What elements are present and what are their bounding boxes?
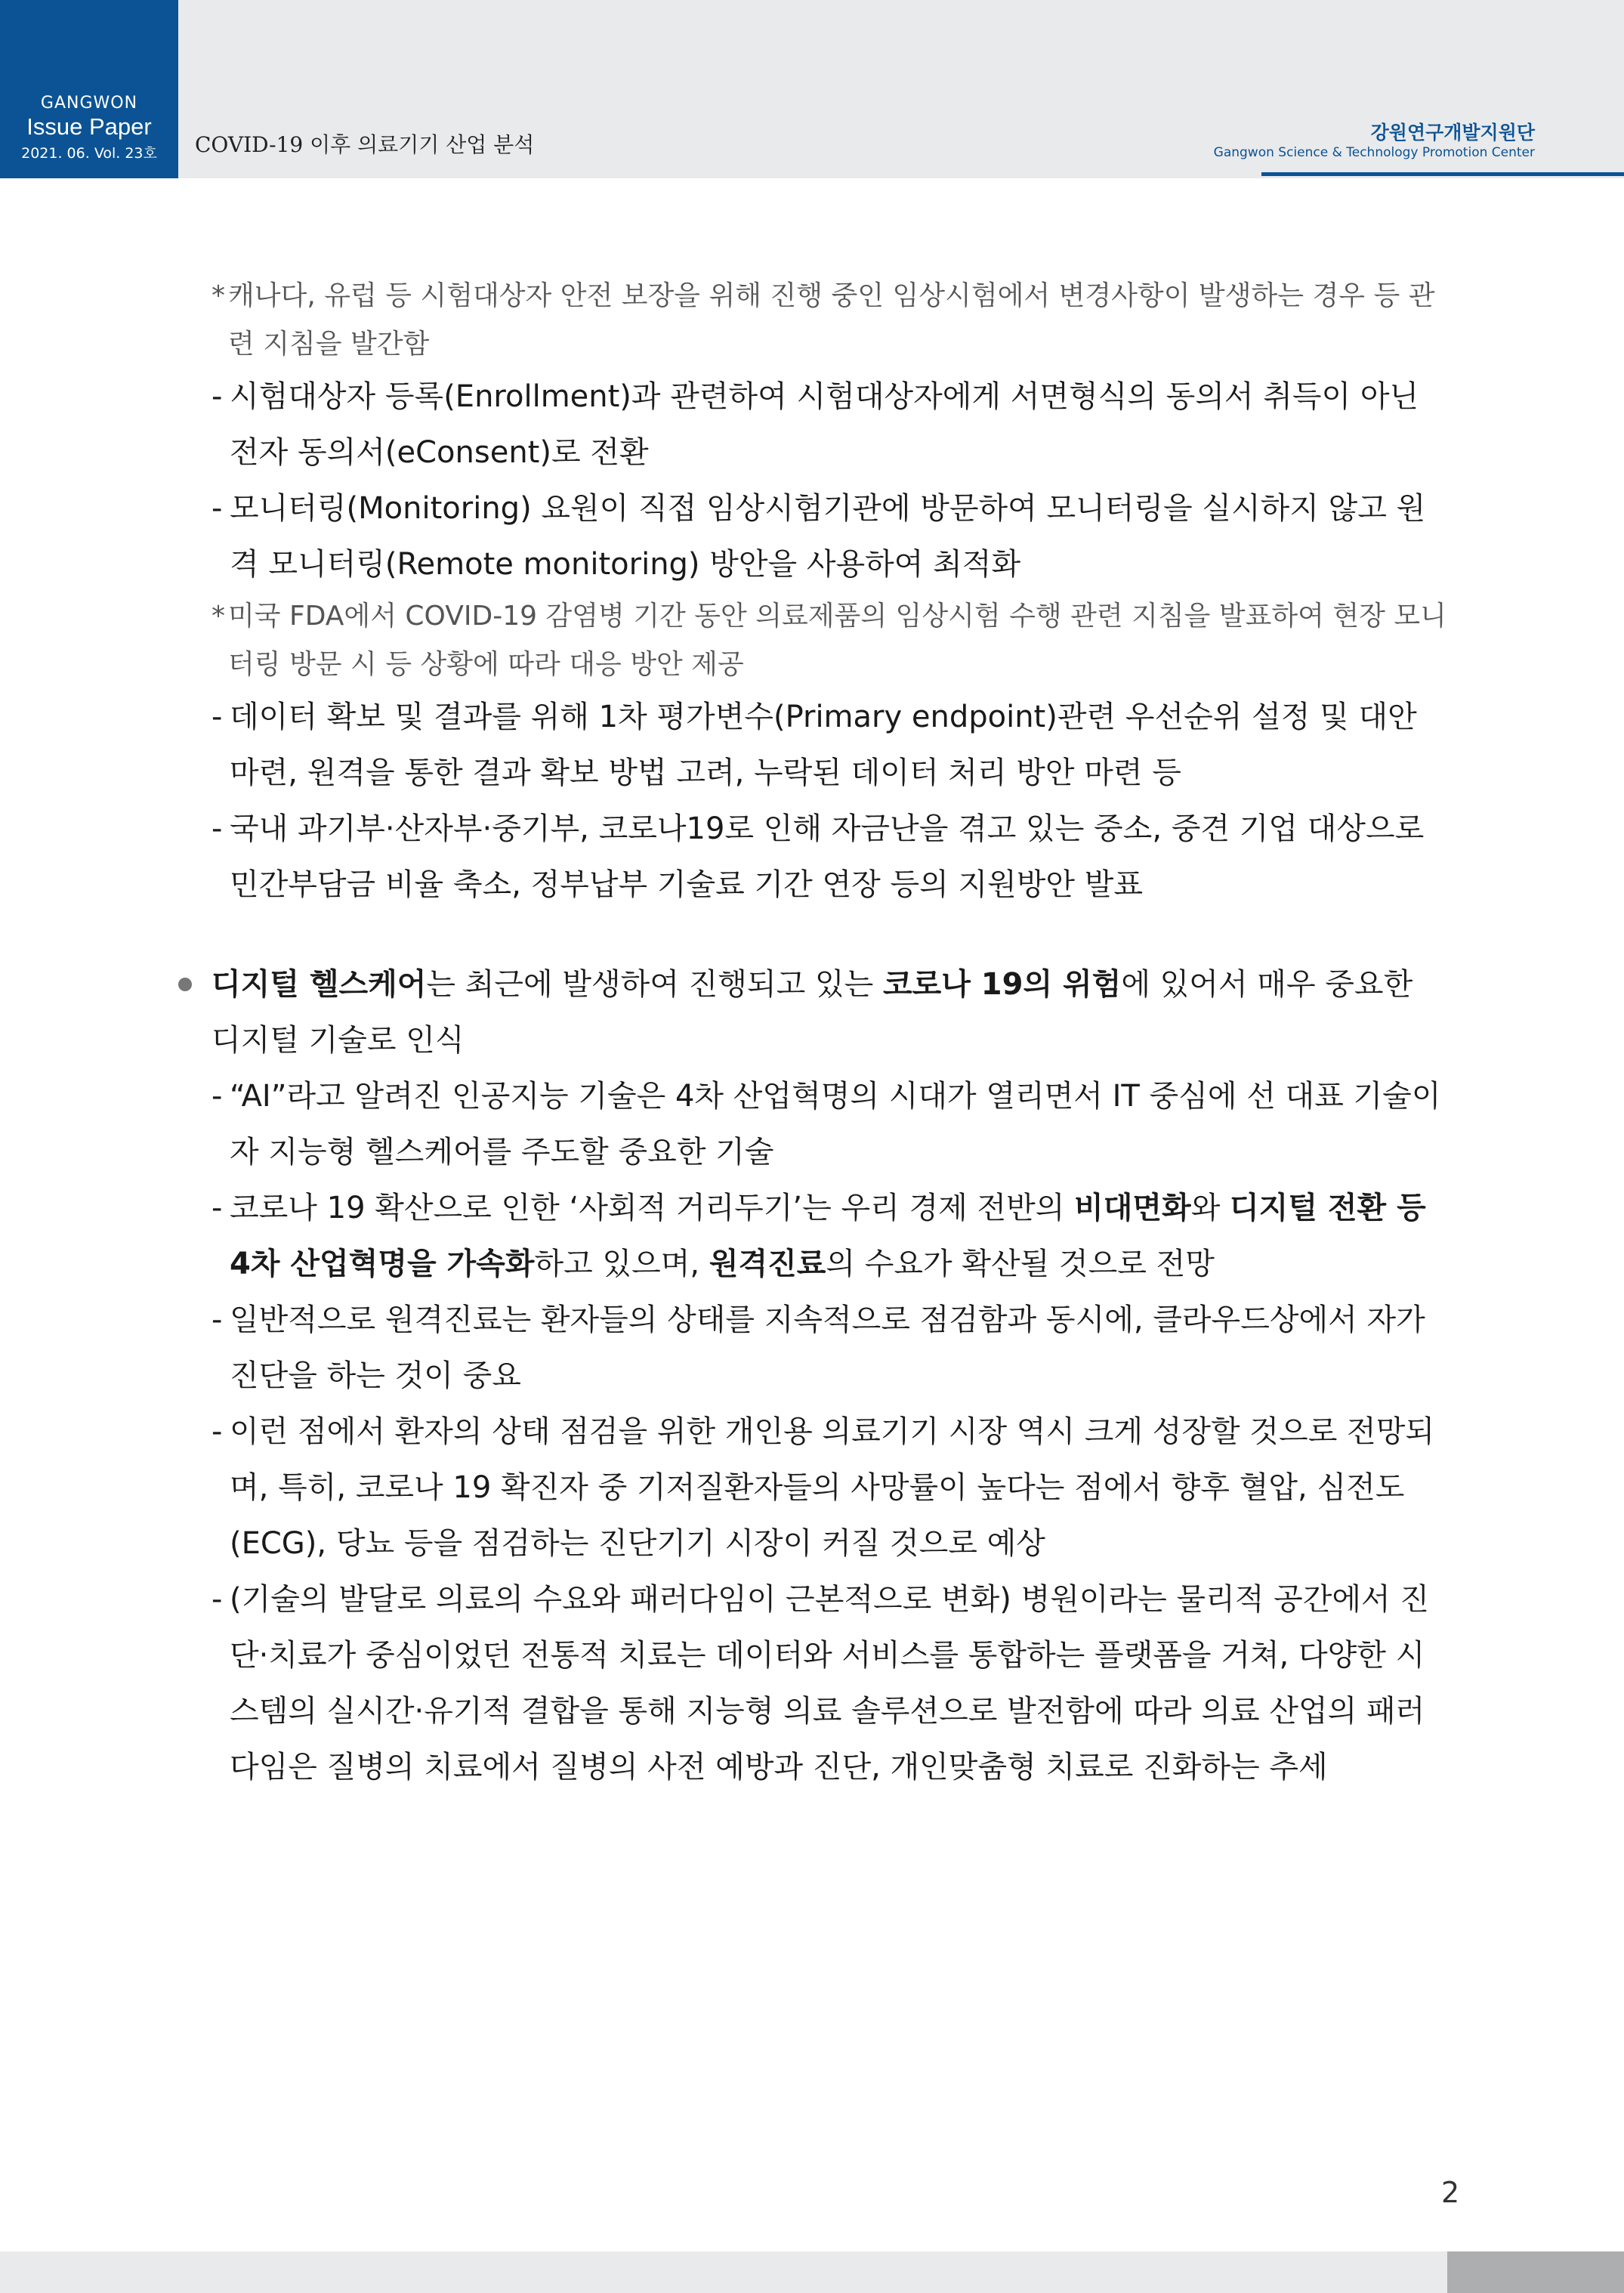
bullet-dot-icon [178,978,192,991]
list-item-text: 이런 점에서 환자의 상태 점검을 위한 개인용 의료기기 시장 역시 크게 성장할 것으로 전망되며, 특히, 코로나 19 확진자 중 기저질환자들의 사망률이 높다는 점에서 향후 혈압, 심전도(ECG), 당뇨 등을 점검하는 진단기기 시장이 커질 것으로 예상 [230,1414,1434,1561]
footer-tab [1447,2251,1624,2293]
page-content [211,272,1446,1795]
list-item-monitoring [211,481,1446,592]
footer-bar [0,2251,1624,2293]
badge-issue: 2021. 06. Vol. 23호 [21,145,157,162]
list-item-text: (기술의 발달로 의료의 수요와 패러다임이 근본적으로 변화) 병원이라는 물리적 공간에서 진단·치료가 중심이었던 전통적 치료는 데이터와 서비스를 통합하는 플랫폼을 거쳐, 다양한 시스템의 실시간·유기적 결합을 통해 지능형 의료 솔루션으로 발전함에 따라 의료 산업의 패러다임은 질병의 치료에서 질병의 사전 예방과 진단, 개인맞춤형 치료로 진화하는 추세 [230,1582,1430,1785]
list-item-text: 데이터 확보 및 결과를 위해 1차 평가변수(Primary endpoint)관련 우선순위 설정 및 대안 마련, 원격을 통한 결과 확보 방법 고려, 누락된 데이터 처리 방안 마련 등 [230,700,1417,790]
asterisk-mark: * [211,280,225,311]
list-item-text: 와 [1190,1191,1230,1225]
dash-mark: - [211,811,223,846]
organization-name-english: Gangwon Science & Technology Promotion Center [1213,145,1535,160]
footnote-text: 캐나다, 유럽 등 시험대상자 안전 보장을 위해 진행 중인 임상시험에서 변경사항이 발생하는 경우 등 관련 지침을 발간함 [228,280,1435,360]
list-item-text: “AI”라고 알려진 인공지능 기술은 4차 산업혁명의 시대가 열리면서 IT 중심에 선 대표 기술이자 지능형 헬스케어를 주도할 중요한 기술 [230,1079,1441,1170]
dash-mark: - [211,1191,223,1225]
dash-mark: - [211,491,223,526]
list-item-text: 하고 있으며, [534,1247,709,1281]
dash-mark: - [211,1582,223,1617]
list-item-paradigm-shift [211,1571,1446,1795]
list-item-enrollment [211,369,1446,481]
bold-phrase: 디지털 전환 등 4차 산업혁명을 가속화 [230,1191,1426,1281]
badge-series: Issue Paper [26,113,152,140]
list-item-text: 시험대상자 등록(Enrollment)과 관련하여 시험대상자에게 서면형식의 동의서 취득이 아닌 전자 동의서(eConsent)로 전환 [230,379,1419,470]
dash-mark: - [211,379,223,414]
page-number: 2 [1441,2176,1460,2209]
bold-phrase: 비대면화 [1074,1191,1191,1225]
footnote-text: 미국 FDA에서 COVID-19 감염병 기간 동안 의료제품의 임상시험 수행 관련 지침을 발표하여 현장 모니터링 방문 시 등 상황에 따라 대응 방안 제공 [228,601,1446,680]
list-item-government-support [211,801,1446,913]
list-item-text: 코로나 19 확산으로 인한 ‘사회적 거리두기’는 우리 경제 전반의 [230,1191,1075,1225]
list-item-social-distancing [211,1180,1446,1292]
badge-brand: GANGWON [40,94,138,113]
list-item-remote-care [211,1292,1446,1404]
dash-mark: - [211,700,223,734]
bold-phrase: 코로나 19의 위험 [882,967,1122,1002]
bullet-text: 에 있어서 매우 중요한 디지털 기술로 인식 [211,967,1413,1058]
list-item-ai [211,1068,1446,1180]
list-item-personal-devices [211,1404,1446,1571]
document-title: COVID-19 이후 의료기기 산업 분석 [195,132,535,157]
bold-phrase: 원격진료 [709,1247,826,1281]
list-item-text: 일반적으로 원격진료는 환자들의 상태를 지속적으로 점검함과 동시에, 클라우드상에서 자가진단을 하는 것이 중요 [230,1303,1425,1393]
list-item-data [211,689,1446,801]
asterisk-mark: * [211,601,225,632]
list-item-text: 모니터링(Monitoring) 요원이 직접 임상시험기관에 방문하여 모니터링을 실시하지 않고 원격 모니터링(Remote monitoring) 방안을 사용하여 최적화 [230,491,1426,582]
footnote-canada-europe [211,272,1446,369]
list-item-text: 국내 과기부·산자부·중기부, 코로나19로 인해 자금난을 겪고 있는 중소, 중견 기업 대상으로 민간부담금 비율 축소, 정부납부 기술료 기간 연장 등의 지원방안 발표 [230,811,1425,902]
bullet-digital-healthcare [211,956,1446,1068]
list-item-text: 의 수요가 확산될 것으로 전망 [826,1247,1215,1281]
bold-phrase: 디지털 헬스케어 [211,967,427,1002]
organization-name-korean: 강원연구개발지원단 [1370,122,1535,144]
dash-mark: - [211,1079,223,1114]
issue-paper-badge [0,0,178,178]
organization-underline [1261,172,1624,176]
footnote-fda [211,592,1446,689]
dash-mark: - [211,1303,223,1337]
bullet-text: 는 최근에 발생하여 진행되고 있는 [426,967,883,1002]
dash-mark: - [211,1414,223,1449]
